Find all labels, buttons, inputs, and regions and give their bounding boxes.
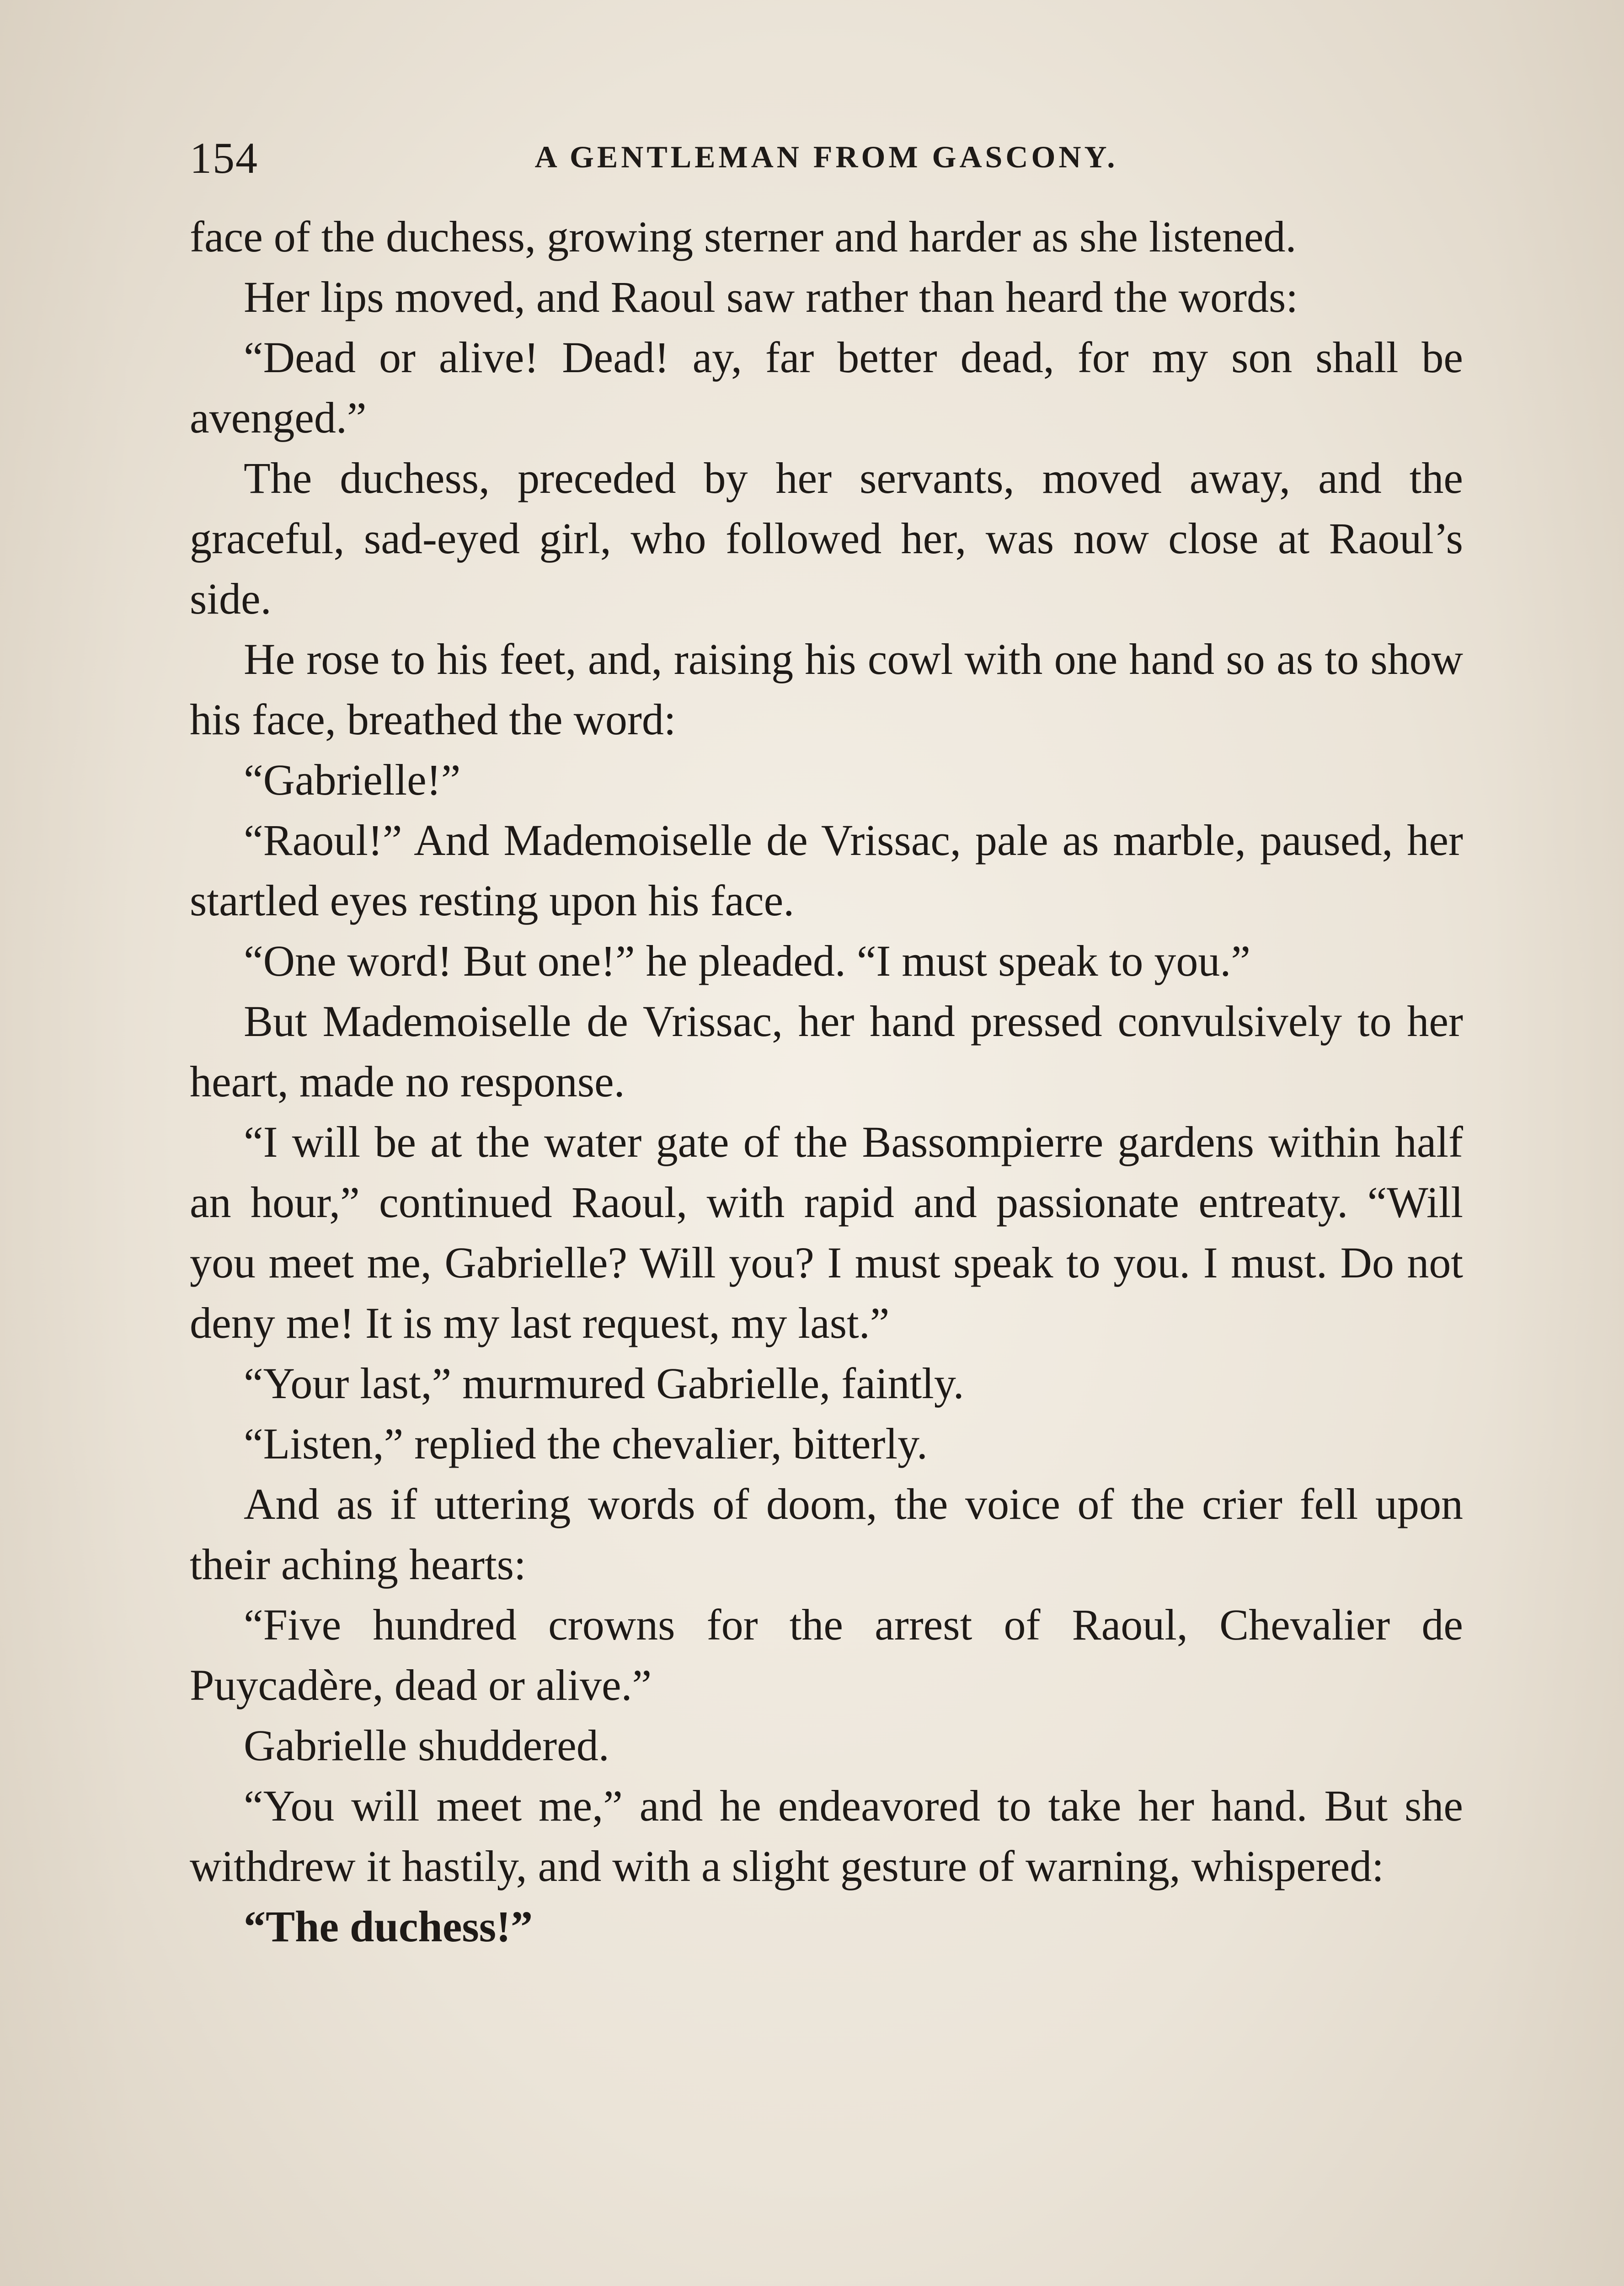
page-number: 154	[190, 134, 258, 182]
paragraph: “One word! But one!” he pleaded. “I must speak to you.”	[244, 936, 1250, 985]
paragraph: But Mademoiselle de Vrissac, her hand pressed convulsively to her heart, made no response.	[190, 997, 1463, 1106]
running-title: A GENTLEMAN FROM GASCONY.	[534, 139, 1118, 174]
paragraph: The duchess, preceded by her servants, moved away, and the graceful, sad-eyed girl, who followed her, was now close at Raoul’s side.	[190, 454, 1463, 623]
paragraph: “The duchess!”	[244, 1902, 533, 1951]
paragraph: “Dead or alive! Dead! ay, far better dead, for my son shall be avenged.”	[190, 333, 1463, 442]
paragraph: “Five hundred crowns for the arrest of Raoul, Chevalier de Puycadère, dead or alive.”	[190, 1600, 1463, 1709]
body-text	[190, 207, 1463, 1957]
paragraph: “Raoul!” And Mademoiselle de Vrissac, pale as marble, paused, her startled eyes resting upon his face.	[190, 816, 1463, 925]
paragraph: “Listen,” replied the chevalier, bitterly.	[244, 1419, 928, 1468]
page-header	[190, 133, 1463, 187]
paragraph: face of the duchess, growing sterner and harder as she listened.	[190, 212, 1297, 261]
paragraph: “Gabrielle!”	[244, 755, 461, 804]
paragraph: “Your last,” murmured Gabrielle, faintly.	[244, 1359, 964, 1408]
paragraph: Her lips moved, and Raoul saw rather than heard the words:	[244, 272, 1298, 321]
paragraph: He rose to his feet, and, raising his cowl with one hand so as to show his face, breathed the word:	[190, 635, 1463, 744]
book-page	[190, 133, 1463, 1957]
paragraph: Gabrielle shuddered.	[244, 1721, 609, 1770]
paragraph: “I will be at the water gate of the Bassompierre gardens within half an hour,” continued Raoul, with rapid and passionate entreaty. “Will you meet me, Gabrielle? Will you? I must speak to you. I must. Do not deny me! It is my last request, my last.”	[190, 1117, 1463, 1347]
paragraph: “You will meet me,” and he endeavored to take her hand. But she withdrew it hastily, and with a slight gesture of warning, whispered:	[190, 1781, 1463, 1891]
paragraph: And as if uttering words of doom, the voice of the crier fell upon their aching hearts:	[190, 1479, 1463, 1589]
